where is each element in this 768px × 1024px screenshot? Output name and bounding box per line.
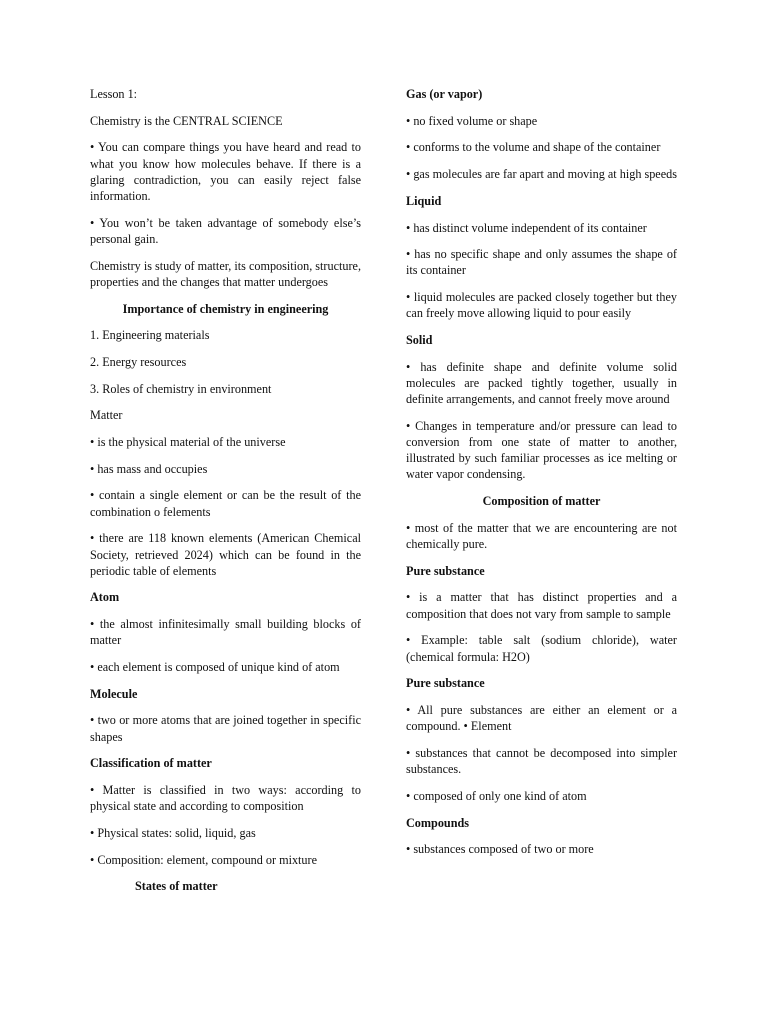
section-heading-gas-or-vapor: Gas (or vapor): [406, 87, 483, 101]
paragraph: • You won’t be taken advantage of somebody else’s personal gain.: [90, 215, 361, 246]
section-heading-atom: Atom: [90, 590, 120, 605]
paragraph: 2. Energy resources: [90, 354, 187, 369]
paragraph: • has no specific shape and only assumes the shape of its container: [406, 247, 677, 278]
section-heading-pure-substance: Pure substance: [406, 563, 485, 578]
section-heading-pure-substance: Pure substance: [406, 676, 485, 691]
paragraph: • composed of only one kind of atom: [406, 788, 587, 803]
section-heading-molecule: Molecule: [90, 686, 138, 701]
section-heading-liquid: Liquid: [406, 193, 442, 208]
paragraph: • has distinct volume independent of its container: [406, 220, 647, 235]
paragraph: • Composition: element, compound or mixture: [90, 852, 317, 867]
paragraph: • no fixed volume or shape: [406, 113, 538, 128]
paragraph: • conforms to the volume and shape of the container: [406, 140, 661, 155]
paragraph: • You can compare things you have heard and read to what you know how molecules behave. If there is a glaring contradiction, you can easily reject false information.: [90, 140, 361, 204]
paragraph: • the almost infinitesimally small building blocks of matter: [90, 617, 361, 648]
section-heading-importance-of-chemistry-in-engineering: Importance of chemistry in engineering: [122, 301, 329, 316]
paragraph: • liquid molecules are packed closely together but they can freely move allowing liquid to pour easily: [406, 290, 677, 321]
paragraph: 3. Roles of chemistry in environment: [90, 381, 272, 396]
section-heading-states-of-matter: States of matter: [135, 879, 218, 894]
section-heading-solid: Solid: [406, 333, 433, 348]
paragraph: Matter: [90, 408, 123, 423]
paragraph: • substances composed of two or more: [406, 842, 594, 857]
paragraph: • gas molecules are far apart and moving at high speeds: [406, 167, 677, 182]
paragraph: • has definite shape and definite volume solid molecules are packed tightly together, usually in definite arrangements, and cannot freely move around: [406, 359, 677, 407]
section-heading-classification-of-matter: Classification of matter: [90, 756, 212, 771]
right-column: [406, 86, 677, 868]
paragraph: • two or more atoms that are joined together in specific shapes: [90, 713, 361, 744]
paragraph: • contain a single element or can be the result of the combination o felements: [90, 488, 361, 519]
paragraph: • Matter is classified in two ways: according to physical state and according to composition: [90, 783, 361, 814]
paragraph: • All pure substances are either an element or a compound. • Element: [406, 702, 677, 734]
paragraph: 1. Engineering materials: [90, 328, 210, 343]
paragraph: • Physical states: solid, liquid, gas: [90, 826, 256, 840]
paragraph: Lesson 1:: [90, 87, 138, 101]
paragraph: • is the physical material of the universe: [90, 435, 286, 450]
paragraph: • is a matter that has distinct properties and a composition that does not vary from sample to sample: [406, 590, 677, 621]
paragraph: • has mass and occupies: [90, 461, 208, 476]
paragraph: • substances that cannot be decomposed into simpler substances.: [406, 745, 677, 777]
paragraph: • most of the matter that we are encountering are not chemically pure.: [406, 520, 677, 552]
paragraph: Chemistry is the CENTRAL SCIENCE: [90, 113, 283, 128]
section-heading-composition-of-matter: Composition of matter: [482, 494, 601, 509]
paragraph: • there are 118 known elements (American Chemical Society, retrieved 2024) which can be found in the periodic table of elements: [90, 531, 361, 578]
paragraph: Chemistry is study of matter, its composition, structure, properties and the changes that matter undergoes: [90, 258, 361, 289]
paragraph: • each element is composed of unique kind of atom: [90, 660, 340, 675]
left-column: [90, 86, 361, 905]
paragraph: • Example: table salt (sodium chloride), water (chemical formula: H2O): [406, 633, 677, 664]
paragraph: • Changes in temperature and/or pressure can lead to conversion from one state of matter to another, illustrated by such familiar processes as ice melting or water vapor condensing.: [406, 418, 677, 482]
section-heading-compounds: Compounds: [406, 815, 469, 830]
